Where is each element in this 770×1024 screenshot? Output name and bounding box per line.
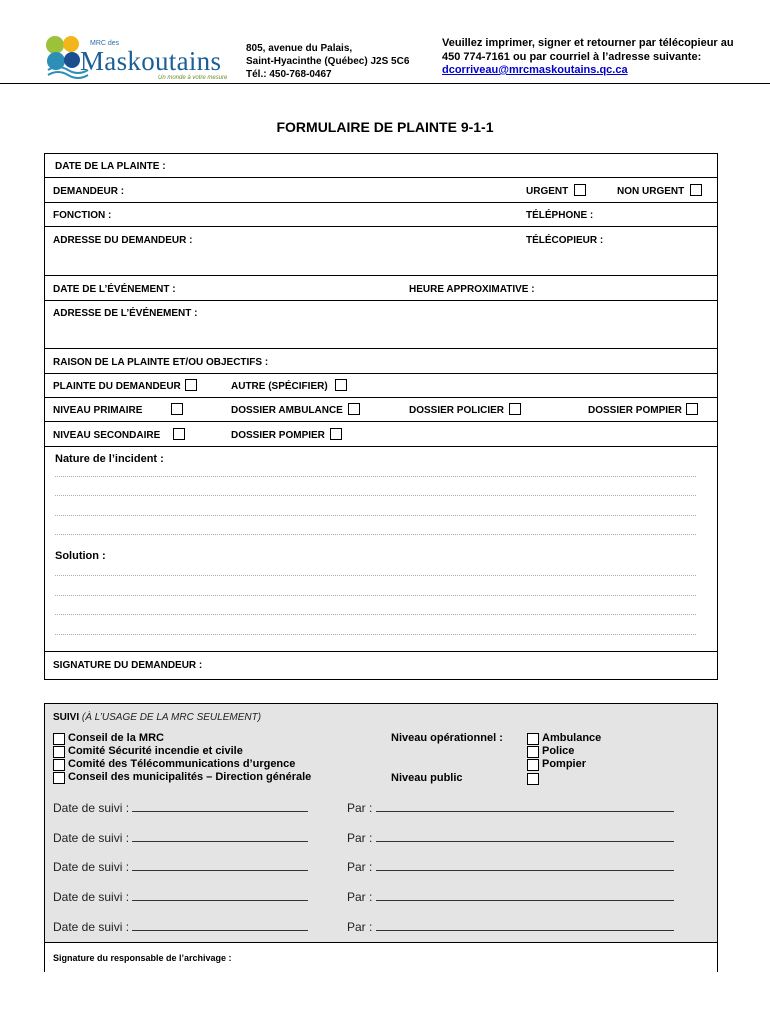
suivi-title-text: SUIVI [53,712,80,723]
date-suivi-label: Date de suivi : [53,890,130,904]
niveau-primaire-label: NIVEAU PRIMAIRE [53,405,143,416]
date-suivi-row [53,860,308,874]
non-urgent-label: NON URGENT [617,186,685,197]
date-suivi-field[interactable] [132,860,308,871]
dossier-ambulance-checkbox[interactable] [348,403,360,415]
solution-label: Solution : [55,550,106,562]
par-field[interactable] [376,860,674,871]
row-fonction [45,203,717,227]
pompier-checkbox[interactable] [527,759,539,771]
dossier-pompier-2-checkbox[interactable] [330,428,342,440]
plainte-demandeur-label: PLAINTE DU DEMANDEUR [53,381,181,392]
header-address [246,42,409,81]
niveau-secondaire-label: NIVEAU SECONDAIRE [53,430,161,441]
comite-telecom-label: Comité des Télécommunications d’urgence [68,758,296,770]
plainte-demandeur-checkbox[interactable] [185,379,197,391]
par-label: Par : [347,831,373,845]
comite-securite-checkbox[interactable] [53,746,65,758]
date-suivi-field[interactable] [132,890,308,901]
row-signature [45,652,717,679]
niveau-primaire-checkbox[interactable] [171,403,183,415]
writing-line[interactable] [55,515,696,516]
row-adresse-evenement [45,301,717,349]
autre-label: AUTRE (SPÉCIFIER) [231,381,328,392]
header-instructions [442,37,734,78]
writing-line[interactable] [55,614,696,615]
nature-label: Nature de l’incident : [55,453,164,465]
autre-checkbox[interactable] [335,379,347,391]
comite-securite-label: Comité Sécurité incendie et civile [68,745,243,757]
header-divider [0,83,770,84]
logo-name: Maskoutains [80,46,222,76]
date-suivi-label: Date de suivi : [53,860,130,874]
demandeur-label: DEMANDEUR : [53,186,125,197]
writing-line[interactable] [55,495,696,496]
par-field[interactable] [376,831,674,842]
urgent-label: URGENT [526,186,569,197]
address-line: 805, avenue du Palais, [246,43,353,54]
date-plainte-label: DATE DE LA PLAINTE : [55,161,166,172]
date-suivi-row [53,890,308,904]
page-title: FORMULAIRE DE PLAINTE 9-1-1 [276,119,494,135]
date-suivi-label: Date de suivi : [53,801,130,815]
suivi-note: (À L’USAGE DE LA MRC SEULEMENT) [81,712,262,723]
raison-label: RAISON DE LA PLAINTE ET/OU OBJECTIFS : [53,357,269,368]
logo-tagline: Un monde à votre mesure [158,75,228,81]
writing-line[interactable] [55,634,696,635]
date-suivi-row [53,801,308,815]
row-demandeur [45,178,717,203]
niveau-public-checkbox[interactable] [527,773,539,785]
writing-line[interactable] [55,534,696,535]
niveau-secondaire-checkbox[interactable] [173,428,185,440]
comite-telecom-checkbox[interactable] [53,759,65,771]
par-label: Par : [347,801,373,815]
archivage-signature-row [45,942,717,972]
instructions-line: Veuillez imprimer, signer et retourner par télécopieur au [442,37,734,49]
par-row [347,920,674,934]
instructions-line: 450 774-7161 ou par courriel à l’adresse suivante: [442,50,702,63]
conseil-municipalites-checkbox[interactable] [53,772,65,784]
row-niveau-primaire [45,398,717,422]
writing-line[interactable] [55,595,696,596]
par-label: Par : [347,890,373,904]
conseil-mrc-label: Conseil de la MRC [68,732,164,744]
police-checkbox[interactable] [527,746,539,758]
niveau-public-label: Niveau public [391,772,463,784]
adresse-evenement-label: ADRESSE DE L’ÉVÉNEMENT : [53,308,198,319]
row-date-evenement [45,276,717,301]
pompier-label: Pompier [542,758,587,770]
par-row [347,860,674,874]
date-suivi-label: Date de suivi : [53,831,130,845]
dossier-pompier-2-label: DOSSIER POMPIER [231,430,325,441]
par-row [347,890,674,904]
dossier-policier-checkbox[interactable] [509,403,521,415]
telephone-label: TÉLÉPHONE : [526,210,594,221]
complaint-form [44,153,718,680]
address-line: Tél.: 450-768-0467 [246,69,332,80]
dossier-pompier-checkbox[interactable] [686,403,698,415]
par-label: Par : [347,920,373,934]
date-suivi-field[interactable] [132,831,308,842]
date-suivi-field[interactable] [132,801,308,812]
date-suivi-row [53,831,308,845]
adresse-demandeur-label: ADRESSE DU DEMANDEUR : [53,235,193,246]
par-label: Par : [347,860,373,874]
row-date-plainte [45,154,717,178]
heure-label: HEURE APPROXIMATIVE : [409,284,535,295]
dossier-policier-label: DOSSIER POLICIER [409,405,505,416]
writing-line[interactable] [55,575,696,576]
conseil-municipalites-label: Conseil des municipalités – Direction générale [68,771,312,783]
par-field[interactable] [376,920,674,931]
par-field[interactable] [376,801,674,812]
row-adresse-demandeur [45,227,717,276]
signature-label: SIGNATURE DU DEMANDEUR : [53,660,203,671]
conseil-mrc-checkbox[interactable] [53,733,65,745]
par-field[interactable] [376,890,674,901]
date-evenement-label: DATE DE L’ÉVÉNEMENT : [53,284,176,295]
par-row [347,801,674,815]
mrc-logo [44,34,234,84]
telecopieur-label: TÉLÉCOPIEUR : [526,235,604,246]
writing-line[interactable] [55,476,696,477]
row-nature-solution [45,447,717,652]
niveau-operationnel-label: Niveau opérationnel : [391,732,503,744]
suivi-title [53,712,261,723]
non-urgent-checkbox[interactable] [690,184,702,196]
row-niveau-secondaire [45,422,717,447]
archivage-signature-label: Signature du responsable de l’archivage : [53,953,232,963]
address-line: Saint-Hyacinthe (Québec) J2S 5C6 [246,56,410,67]
urgent-checkbox[interactable] [574,184,586,196]
date-suivi-field[interactable] [132,920,308,931]
ambulance-label: Ambulance [542,732,602,744]
logo-prefix: MRC des [90,40,120,47]
par-row [347,831,674,845]
ambulance-checkbox[interactable] [527,733,539,745]
email-link[interactable]: dcorriveau@mrcmaskoutains.qc.ca [442,64,628,76]
row-raison [45,349,717,374]
dossier-ambulance-label: DOSSIER AMBULANCE [231,405,343,416]
suivi-section [44,703,718,972]
row-plainte-autre [45,374,717,398]
dossier-pompier-label: DOSSIER POMPIER [588,405,682,416]
date-suivi-label: Date de suivi : [53,920,130,934]
police-label: Police [542,745,575,757]
fonction-label: FONCTION : [53,210,112,221]
date-suivi-row [53,920,308,934]
